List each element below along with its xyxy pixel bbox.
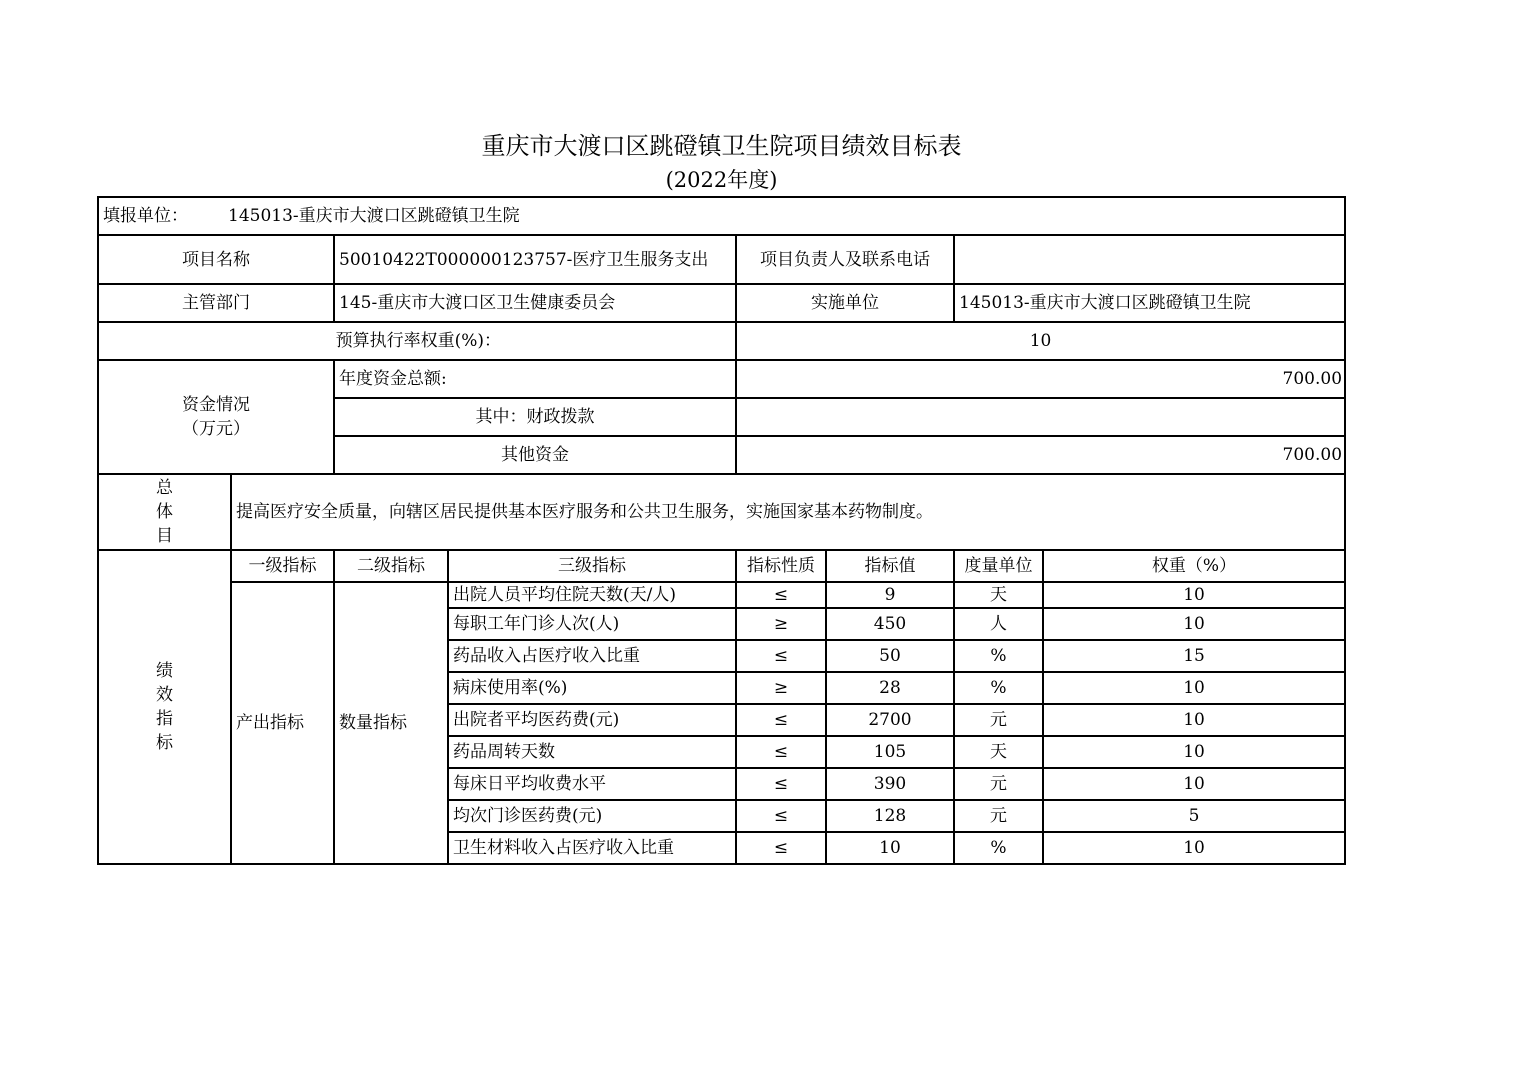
funds-label [98,360,334,474]
header-level3: 三级指标 [448,550,736,582]
indicator-value: 128 [826,800,954,832]
indicator-unit: % [954,640,1043,672]
indicator-weight: 5 [1043,800,1345,832]
page-title: 重庆市大渡口区跳磴镇卫生院项目绩效目标表 [481,132,962,160]
project-contact-label: 项目负责人及联系电话 [736,235,954,284]
overall-goal-text: 提高医疗安全质量，向辖区居民提供基本医疗服务和公共卫生服务，实施国家基本药物制度。 [231,474,1345,550]
indicator-name: 出院人员平均住院天数(天/人) [448,582,736,608]
indicator-name: 病床使用率(%) [448,672,736,704]
page-subtitle: (2022年度) [665,168,778,192]
indicator-unit: % [954,672,1043,704]
indicator-weight: 10 [1043,704,1345,736]
indicator-unit: 元 [954,704,1043,736]
indicator-weight: 10 [1043,672,1345,704]
funds-total-label: 年度资金总额: [334,360,736,398]
indicator-unit: 元 [954,768,1043,800]
indicator-level2-value: 数量指标 [334,582,448,864]
overall-goal-label-char: 目 [156,526,173,546]
indicator-nature: ≤ [736,640,826,672]
indicator-unit: % [954,832,1043,864]
indicator-weight: 15 [1043,640,1345,672]
header-level2: 二级指标 [334,550,448,582]
funds-other-label: 其他资金 [334,436,736,474]
indicator-value: 50 [826,640,954,672]
indicator-section-char: 效 [156,685,173,705]
dept-value: 145-重庆市大渡口区卫生健康委员会 [334,284,736,322]
fill-unit-cell [98,197,1345,235]
indicator-value: 28 [826,672,954,704]
funds-label-line2: （万元） [182,419,250,439]
indicator-name: 药品周转天数 [448,736,736,768]
indicator-name: 卫生材料收入占医疗收入比重 [448,832,736,864]
header-value: 指标值 [826,550,954,582]
indicator-unit: 元 [954,800,1043,832]
funds-fiscal-value [736,398,1345,436]
indicator-level1-value: 产出指标 [231,582,334,864]
funds-total-row [98,360,1345,398]
indicator-nature: ≥ [736,608,826,640]
header-level1: 一级指标 [231,550,334,582]
overall-goal-row [98,474,1345,550]
indicator-name: 每职工年门诊人次(人) [448,608,736,640]
funds-total-value: 700.00 [736,360,1345,398]
project-name-row [98,235,1345,284]
indicator-weight: 10 [1043,768,1345,800]
funds-label-line1: 资金情况 [182,395,250,415]
indicator-value: 9 [826,582,954,608]
project-name-value: 50010422T000000123757-医疗卫生服务支出 [334,235,736,284]
indicator-row [98,582,1345,608]
indicator-nature: ≥ [736,672,826,704]
indicator-value: 450 [826,608,954,640]
indicator-value: 10 [826,832,954,864]
impl-unit-label: 实施单位 [736,284,954,322]
dept-row [98,284,1345,322]
indicator-weight: 10 [1043,582,1345,608]
indicator-weight: 10 [1043,736,1345,768]
indicator-nature: ≤ [736,582,826,608]
indicator-value: 2700 [826,704,954,736]
indicator-unit: 人 [954,608,1043,640]
indicator-nature: ≤ [736,832,826,864]
indicator-nature: ≤ [736,768,826,800]
indicator-name: 出院者平均医药费(元) [448,704,736,736]
funds-other-value: 700.00 [736,436,1345,474]
indicator-section-label [98,550,231,864]
impl-unit-value: 145013-重庆市大渡口区跳磴镇卫生院 [954,284,1345,322]
dept-label: 主管部门 [98,284,334,322]
indicator-value: 105 [826,736,954,768]
indicator-name: 每床日平均收费水平 [448,768,736,800]
overall-goal-label-char: 总 [156,478,173,498]
indicator-unit: 天 [954,582,1043,608]
overall-goal-label [98,474,231,550]
indicator-weight: 10 [1043,832,1345,864]
indicator-unit: 天 [954,736,1043,768]
indicator-nature: ≤ [736,800,826,832]
indicator-section-char: 指 [156,709,173,729]
fill-unit-label: 填报单位： [103,206,188,226]
performance-target-table [97,196,1346,865]
indicator-nature: ≤ [736,736,826,768]
project-contact-value [954,235,1345,284]
header-nature: 指标性质 [736,550,826,582]
project-name-label: 项目名称 [98,235,334,284]
budget-rate-value: 10 [736,322,1345,360]
indicator-section-char: 标 [156,733,173,753]
indicator-nature: ≤ [736,704,826,736]
indicator-weight: 10 [1043,608,1345,640]
indicator-name: 药品收入占医疗收入比重 [448,640,736,672]
indicator-value: 390 [826,768,954,800]
header-unit: 度量单位 [954,550,1043,582]
overall-goal-label-char: 体 [156,502,173,522]
indicator-section-char: 绩 [156,661,173,681]
fill-unit-value: 145013-重庆市大渡口区跳磴镇卫生院 [228,206,520,226]
funds-fiscal-label: 其中：财政拨款 [334,398,736,436]
header-weight: 权重（%） [1043,550,1345,582]
budget-rate-row [98,322,1345,360]
indicator-name: 均次门诊医药费(元) [448,800,736,832]
fill-unit-row [98,197,1345,235]
indicator-header-row [98,550,1345,582]
budget-rate-label: 预算执行率权重(%)： [98,322,736,360]
